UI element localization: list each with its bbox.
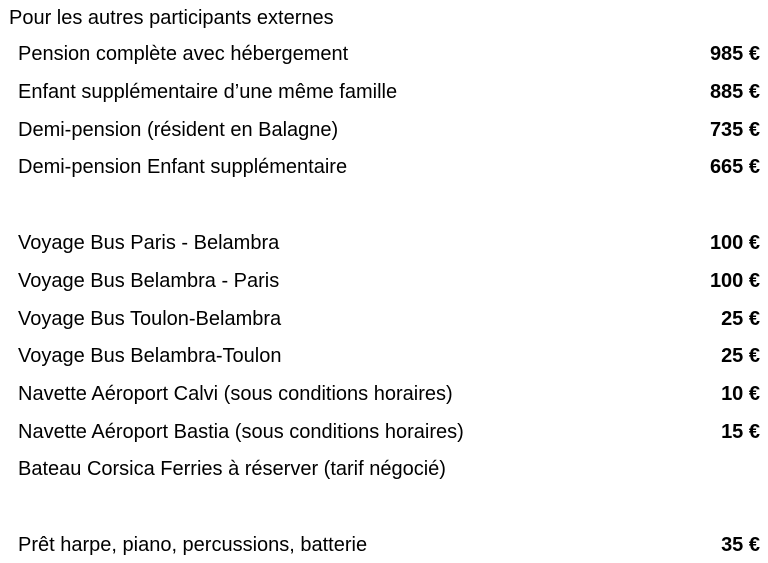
price-row-label: Prêt harpe, piano, percussions, batterie: [18, 534, 368, 556]
price-row-amount: 25 €: [721, 308, 760, 330]
price-row-enfant-supplementaire: [18, 78, 760, 106]
price-row-navette-calvi: [18, 380, 760, 408]
price-row-amount: 885 €: [709, 81, 760, 103]
price-list-heading: Pour les autres participants externes: [9, 7, 334, 29]
price-row-label: Voyage Bus Paris - Belambra: [18, 232, 280, 254]
price-row-label: Demi-pension (résident en Balagne): [18, 119, 339, 141]
price-row-label: Voyage Bus Belambra - Paris: [18, 270, 280, 292]
price-row-label: Navette Aéroport Bastia (sous conditions horaires): [18, 421, 464, 443]
price-row-label: Demi-pension Enfant supplémentaire: [18, 156, 348, 178]
price-row-amount: 665 €: [709, 156, 760, 178]
price-row-amount: 100 €: [709, 270, 760, 292]
price-row-label: Voyage Bus Toulon-Belambra: [18, 308, 282, 330]
price-row-label: Enfant supplémentaire d’une même famille: [18, 81, 398, 103]
price-row-bus-toulon-belambra: [18, 305, 760, 333]
price-row-amount: 100 €: [709, 232, 760, 254]
price-row-label: Bateau Corsica Ferries à réserver (tarif négocié): [18, 458, 446, 480]
price-row-bus-belambra-paris: [18, 267, 760, 295]
price-row-amount: 15 €: [721, 421, 760, 443]
price-row-bus-paris-belambra: [18, 229, 760, 257]
price-row-amount: 35 €: [721, 534, 760, 556]
price-row-amount: 735 €: [709, 119, 760, 141]
price-row-demi-pension: [18, 116, 760, 144]
price-row-label: Navette Aéroport Calvi (sous conditions horaires): [18, 383, 453, 405]
price-row-label: Pension complète avec hébergement: [18, 43, 349, 65]
price-row-amount: 10 €: [721, 383, 760, 405]
price-row-pension-complete: [18, 40, 760, 68]
price-row-demi-pension-enfant: [18, 153, 760, 181]
price-row-navette-bastia: [18, 418, 760, 446]
price-row-amount: 985 €: [709, 43, 760, 65]
price-row-amount: 25 €: [721, 345, 760, 367]
price-row-bateau-corsica-ferries: [18, 455, 760, 483]
price-row-pret-instruments: [18, 531, 760, 559]
price-row-bus-belambra-toulon: [18, 342, 760, 370]
price-row-label: Voyage Bus Belambra-Toulon: [18, 345, 282, 367]
